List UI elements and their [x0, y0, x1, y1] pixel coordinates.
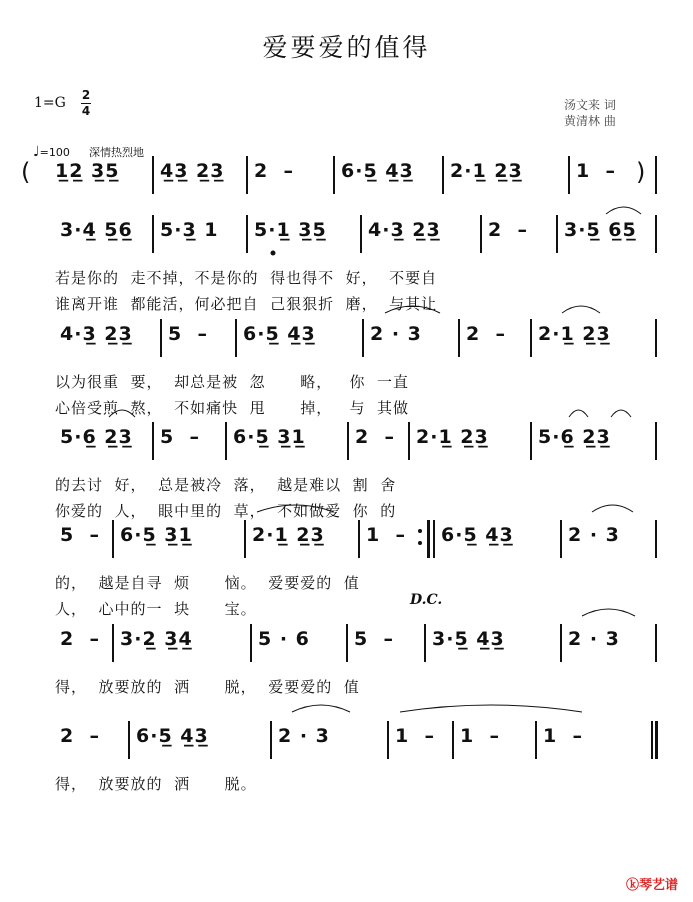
measure-notes: 5 – [60, 524, 100, 546]
measure-notes: 5·6̲ 2̲3̲ [60, 426, 133, 448]
tie-slur [257, 505, 334, 512]
tie-slur [109, 410, 135, 417]
lyrics-verse-2: 谁离开谁 都能活，何必把自 己狠狠折 磨， 与其让 [55, 295, 438, 313]
tempo-mark: ♩=100 [33, 144, 70, 160]
measure-notes: 5·1̲ 3̲5̲ [254, 219, 327, 241]
repeat-parenthesis: ) [636, 158, 646, 186]
key-signature: 1=G [34, 95, 66, 111]
measure-notes: 2·1̲ 2̲3̲ [416, 426, 489, 448]
measure-notes: 2·1̲ 2̲3̲ [450, 160, 523, 182]
tie-slur [292, 705, 350, 712]
measure-notes: 2 – [254, 160, 294, 182]
lyrics-verse-1: 的去讨 好， 总是被冷 落， 越是难以 割 舍 [55, 476, 397, 494]
lyrics-verse-2: 你爱的 人， 眼中里的 草， 不如做爱 你 的 [55, 502, 397, 520]
measure-notes: 2 – [488, 219, 528, 241]
measure-notes: 1 – [543, 725, 583, 747]
tie-slur [400, 705, 582, 712]
lyrics-verse-1: 得， 放要放的 洒 脱。 [55, 775, 257, 793]
measure-notes: 3·5̲ 6̲5̲ [564, 219, 637, 241]
lyrics-verse-2: 人， 心中的一 块 宝。 [55, 600, 257, 618]
measure-notes: 2 – [60, 725, 100, 747]
logo-icon: ⓚ [626, 878, 640, 893]
lyrics-verse-1: 的， 越是自寻 烦 恼。 爱要爱的 值 [55, 574, 360, 592]
measure-notes: 6·5̲ 4̲3̲ [243, 323, 316, 345]
time-sig-bottom: 4 [81, 104, 91, 118]
repeat-dot [418, 541, 422, 545]
repeat-dot [418, 529, 422, 533]
octave-dot [271, 251, 276, 256]
quarter-note-icon: ♩ [33, 144, 40, 160]
tie-slur [592, 505, 633, 512]
measure-notes: 2 · 3 [568, 524, 620, 546]
measure-notes: 6·5̲ 4̲3̲ [341, 160, 414, 182]
tie-slur [562, 306, 600, 313]
tie-slur [606, 207, 641, 214]
measure-notes: 1̲2̲ 3̲5̲ [55, 160, 120, 182]
lyrics-verse-1: 若是你的 走不掉，不是你的 得也得不 好， 不要自 [55, 269, 438, 287]
tie-slur [385, 306, 440, 313]
tie-slur [582, 609, 635, 616]
measure-notes: 5 – [168, 323, 208, 345]
tie-slur [569, 410, 588, 417]
expression-mark: 深情热烈地 [89, 146, 144, 159]
measure-notes: 5 · 6 [258, 628, 310, 650]
measure-notes: 1 – [576, 160, 616, 182]
tie-slur [611, 410, 631, 417]
measure-notes: 4·3̲ 2̲3̲ [60, 323, 133, 345]
measure-notes: 5 – [354, 628, 394, 650]
measure-notes: 1 – [460, 725, 500, 747]
measure-notes: 2 · 3 [568, 628, 620, 650]
measure-notes: 2 · 3 [278, 725, 330, 747]
measure-notes: 1 – [395, 725, 435, 747]
measure-notes: 6·5̲ 4̲3̲ [441, 524, 514, 546]
measure-notes: 6·5̲ 3̲1̲ [120, 524, 193, 546]
watermark-logo: ⓚ琴艺谱 [626, 878, 679, 893]
measure-notes: 3·2̲ 3̲4̲ [120, 628, 193, 650]
measure-notes: 2 – [355, 426, 395, 448]
measure-notes: 6·5̲ 3̲1̲ [233, 426, 306, 448]
measure-notes: 5·3̲ 1 [160, 219, 219, 241]
measure-notes: 4·3̲ 2̲3̲ [368, 219, 441, 241]
lyricist-credit: 汤文来 词 [564, 98, 616, 112]
song-title: 爱要爱的值得 [262, 33, 431, 62]
measure-notes: 5 – [160, 426, 200, 448]
measure-notes: 2 – [466, 323, 506, 345]
composer-credit: 黄清林 曲 [564, 114, 616, 128]
measure-notes: 5·6̲ 2̲3̲ [538, 426, 611, 448]
lyrics-verse-1: 得， 放要放的 洒 脱， 爱要爱的 值 [55, 678, 360, 696]
lyrics-verse-2: 心倍受煎 熬， 不如痛快 甩 掉， 与 其做 [55, 399, 410, 417]
measure-notes: 6·5̲ 4̲3̲ [136, 725, 209, 747]
measure-notes: 2·1̲ 2̲3̲ [252, 524, 325, 546]
time-sig-top: 2 [81, 88, 91, 102]
measure-notes: 2·1̲ 2̲3̲ [538, 323, 611, 345]
measure-notes: 3·4̲ 5̲6̲ [60, 219, 133, 241]
lyrics-verse-1: 以为很重 要， 却总是被 忽 略， 你 一直 [55, 373, 410, 391]
dc-mark: D.C. [410, 592, 443, 608]
repeat-parenthesis: ( [21, 158, 31, 186]
measure-notes: 2 · 3 [370, 323, 422, 345]
measure-notes: 1 – [366, 524, 406, 546]
measure-notes: 3·5̲ 4̲3̲ [432, 628, 505, 650]
measure-notes: 2 – [60, 628, 100, 650]
measure-notes: 4̲3̲ 2̲3̲ [160, 160, 225, 182]
